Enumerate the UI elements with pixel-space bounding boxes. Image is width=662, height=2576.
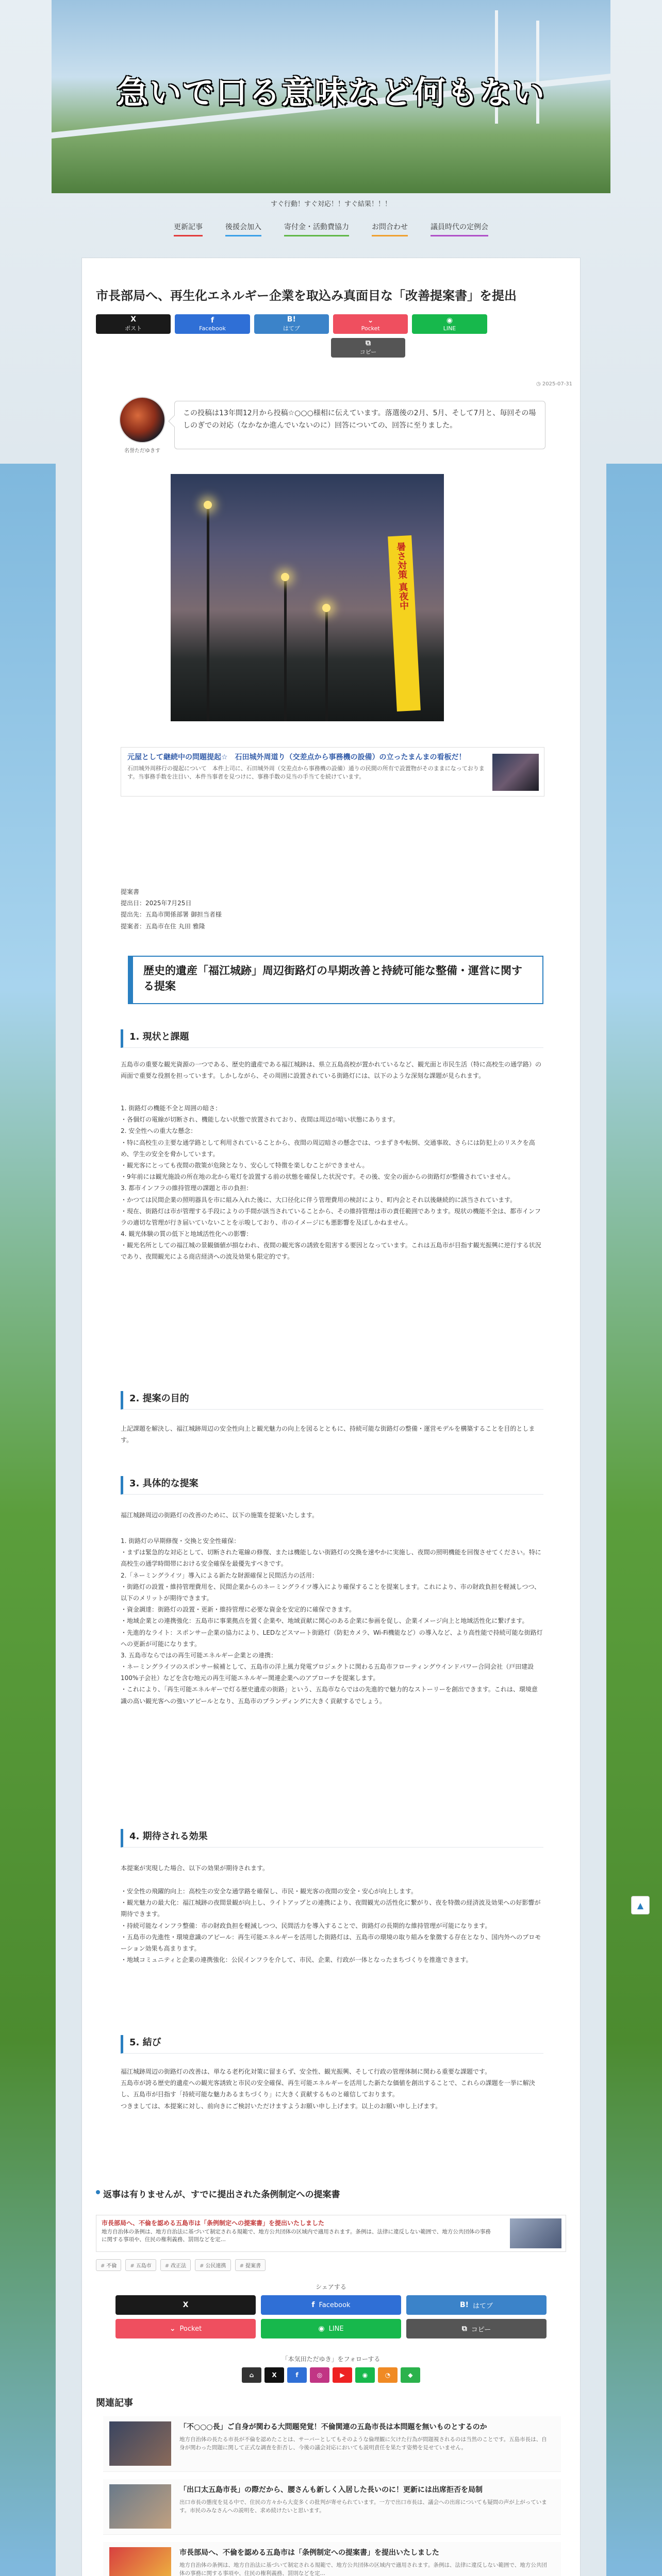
line-icon: ◉	[446, 316, 453, 325]
copy-icon: ⧉	[461, 2325, 467, 2333]
x-icon[interactable]: X	[264, 2367, 284, 2383]
copy-icon: ⧉	[366, 339, 371, 347]
home-icon[interactable]: ⌂	[242, 2367, 261, 2383]
related-title[interactable]: 「不○○○長」ご自身が関わる大問題発覚！不倫関連の五島市長は本問題を無いものとするのか	[179, 2423, 487, 2431]
share-facebook-button[interactable]	[261, 2295, 401, 2315]
related-summary: 地方自治体の長たる市長が不倫を認めたことは、サーバーとしてもそのような倫理観に欠けた行為が問題視されるのは当然のことです。五島市長は、自身が関わった問題に関して正式な調査を拒否し、今後の議会対応においても説明責任を果たす姿勢を見せていません。	[179, 2436, 547, 2451]
share-buttons-bottom	[115, 2295, 547, 2338]
speech-balloon: この投稿は13年間12月から投稿☆○○○様相に伝えています。落選後の2月、5月、そして7月と、毎回その場しのぎでの対応（なかなか進んでいないのに）回答についての、回答に至りました。	[174, 401, 545, 449]
share-copy-button[interactable]	[331, 338, 405, 358]
proposal-link-card[interactable]	[96, 2215, 566, 2252]
share-hatena-button[interactable]	[406, 2295, 547, 2315]
tag-label: 提案書	[245, 2263, 261, 2269]
background-scenery-right	[606, 464, 662, 2576]
share-hatena-label: はてブ	[283, 325, 300, 332]
related-thumbnail[interactable]	[109, 2484, 171, 2529]
street-lamp-pole	[207, 505, 209, 721]
share-copy-label: コピー	[359, 349, 377, 355]
page-title: 市長部局へ、再生化エネルギー企業を取込み真面目な「改善提案書」を提出	[96, 289, 517, 303]
share-facebook-button[interactable]	[175, 314, 250, 334]
meta-line: 提出日：2025年7月25日	[121, 900, 192, 907]
share-pocket-label: Pocket	[361, 325, 380, 332]
tag-icon: #	[200, 2263, 204, 2269]
related-summary: 出口市長の態度を見る中で、住民の方々から大変多くの批判が寄せられています。一方で出口市長は、議会への出席についても疑問の声が上がっています。市民のみなさんへの説明を、求め続けたいと思います。	[179, 2499, 547, 2514]
submitted-proposals	[96, 2187, 566, 2252]
tag-label: 不倫	[106, 2263, 117, 2269]
section-body-2: 上記課題を解決し、福江城跡周辺の安全性向上と観光魅力の向上を図るとともに、持続可能な街路灯の整備・運営モデルを構築することを目的とします。	[121, 1425, 535, 1444]
proposal-link-title[interactable]: 市長部局へ、不倫を認める五島市は「条例制定への提案書」を提出いたしました	[102, 2219, 325, 2227]
proposal-heading-box: 歴史的遺産「福江城跡」周辺街路灯の早期改善と持続可能な整備・運営に関する提案	[128, 956, 543, 1004]
tag-label: 公民連携	[205, 2263, 226, 2269]
section-list-1: 1. 街路灯の機能不全と周囲の暗さ： ・各個灯の電線が切断され、機能しない状態で放置されており、夜間は周辺が暗い状態にあります。 2. 安全性への重大な懸念： ・特に高校生の主要な通学路として利用されていることから、夜間の周辺暗さの懸念では、つまずきや転倒、交通事故、さらには防犯上のリスクを高め、学生の安全を脅かしています。 ・観光客にとっても夜間の散策が危険となり、安心して特徴を楽しむことができません。 ・9年前には観光施設の所在地の北から電灯を設置する前の状態を確保した状況です。その後、安全の面からの街路灯が整備されていません。 3. 都市インフラの維持管理の課題と市の負担： ・かつては民間企業の照明器具を市に組み入れた後に、大口径化に伴う管理費用の検討により、町内会とそれ以後継続的に該当されています。 ・現在、街路灯は市が管理する手段によりの手間が該当されていることから、その維持管理は市の責任範囲であります。現状の機能不全は、都市インフラの適切な管理が行き届いていないことを示唆しており、市のイメージにも悪影響を及ぼしかねません。 4. 観光体験の質の低下と地域活性化への影響： ・観光名所としての福江城の景観価値が損なわれ、夜間の観光客の誘致を阻害する要因となっています。これは五島市が目指す観光振興に逆行する状況であり、夜間観光による商店経済への波及効果も限定的です。	[121, 1105, 541, 1261]
tag-icon: #	[101, 2263, 105, 2269]
related-heading: 関連記事	[96, 2398, 133, 2409]
embedded-related-card[interactable]	[121, 747, 544, 796]
share-copy-button[interactable]	[406, 2319, 547, 2338]
share-x-button[interactable]	[115, 2295, 256, 2315]
background-scenery-left	[0, 464, 56, 2576]
x-icon: X	[183, 2301, 189, 2309]
site-tagline: すぐ行動！すぐ対応！！すぐ結果！！！	[270, 200, 391, 208]
related-thumbnail[interactable]	[109, 2421, 171, 2466]
pocket-icon: ⌄	[367, 316, 374, 325]
paragraph: 五島市の重要な観光資源の一つである、歴史的遺産である福江城跡は、県立五島高校が置かれているなど、観光面と市民生活（特に高校生の通学路）の両面で重要な役割を担っています。しかしながら、その周囲に設置されている街路灯には、以下のような深刻な課題が見られます。	[121, 1061, 542, 1080]
header-banner[interactable]	[52, 0, 610, 193]
tag-list	[96, 2259, 266, 2271]
related-articles-list	[103, 2416, 561, 2576]
tag-item[interactable]	[195, 2259, 230, 2271]
instagram-icon[interactable]: ◎	[310, 2367, 329, 2383]
facebook-icon[interactable]: f	[287, 2367, 307, 2383]
share-hatena-button[interactable]	[254, 314, 329, 334]
tag-icon: #	[164, 2263, 170, 2269]
related-title[interactable]: 「出口太五島市長」の際だから、腰さんも新しく入居した長いのに！更新には出席拒否を局制	[179, 2486, 483, 2494]
chevron-up-icon: ▲	[637, 1900, 644, 1910]
share-x-label: ポスト	[125, 325, 142, 332]
share-pocket-button[interactable]	[333, 314, 408, 334]
author-name: 名誉ただゆきす	[124, 448, 160, 454]
street-lamp-light	[322, 604, 330, 612]
meta-line: 提案者：五島市在住 丸田 雅隆	[121, 922, 205, 930]
nav-item-updates[interactable]: 更新記事	[174, 222, 203, 236]
tag-item[interactable]	[235, 2259, 266, 2271]
banner-text: 暑さ対策 真夜中	[394, 541, 409, 611]
nav-item-contact[interactable]: お問合わせ	[372, 222, 408, 236]
section-heading-4: 4. 期待される効果	[121, 1829, 543, 1848]
youtube-icon[interactable]: ▶	[333, 2367, 352, 2383]
line-icon[interactable]: ◉	[355, 2367, 375, 2383]
rss-icon[interactable]: ◔	[378, 2367, 398, 2383]
post-date	[536, 381, 572, 387]
section-body-4: 本提案が実現した場合、以下の効果が期待されます。	[121, 1865, 269, 1872]
post-date-value: 2025-07-31	[542, 381, 573, 387]
share-buttons-top	[96, 314, 566, 355]
section-heading-5: 5. 結び	[121, 2035, 543, 2054]
tag-icon: #	[130, 2263, 135, 2269]
section-body-5: 福江城跡周辺の街路灯の改善は、単なる老朽化対策に留まらず、安全性、観光振興、そして行政の管理体制に関わる重要な課題です。 五島市が誇る歴史的遺産への観光客誘致と市民の安全確保、再生可能エネルギーを活用した新たな価値を創出することで、これらの課題を一挙に解決し、五島市が目指す「持続可能な魅力あるまちづくり」に大きく貢献するものと確信しております。 つきましては、本提案に対し、前向きにご検討いただけますようお願い申し上げます。以上のお願い申し上げます。	[121, 2068, 535, 2110]
facebook-icon: f	[311, 2301, 315, 2309]
tag-item[interactable]	[160, 2259, 191, 2271]
tag-item[interactable]	[96, 2259, 121, 2271]
x-icon: X	[130, 315, 137, 324]
share-copy-label: コピー	[471, 2326, 491, 2334]
share-line-button[interactable]	[261, 2319, 401, 2338]
follow-buttons	[0, 2367, 662, 2383]
street-lamp-pole	[284, 577, 287, 721]
section-body-3: 福江城跡周辺の街路灯の改善のために、以下の施策を提案いたします。	[121, 1512, 319, 1519]
avatar[interactable]	[119, 397, 166, 443]
section-list-3: 1. 街路灯の早期修復・交換と安全性確保： ・まずは緊急的な対応として、切断された電線の修復、または機能しない街路灯の交換を速やかに実施し、夜間の照明機能を回復させてください。特に高校生の通学時間帯における安全確保を最優先すべきです。 2.「ネーミングライツ」導入による新たな財源確保と民間活力の活用： ・街路灯の設置・維持管理費用を、民間企業からのネーミングライツ導入により確保することを提案します。これにより、市の財政負担を軽減しつつ、以下のメリットが期待できます。 ・資金調達：街路灯の設置・更新・維持管理に必要な資金を安定的に確保できます。 ・地域企業との連携強化：五島市に事業拠点を置く企業や、地域貢献に関心のある企業に参画を促し、企業イメージ向上と地域活性化に繋げます。 ・先進的なライト：スポンサー企業の協力により、LEDなどスマート街路灯（防犯カメラ、Wi-Fi機能など）の導入など、より高性能で持続可能な街路灯への更新が可能になります。 3. 五島市ならではの再生可能エネルギー企業との連携： ・ネーミングライツのスポンサー候補として、五島市の洋上風力発電プロジェクトに関わる五島市フローティングウインドパワー合同会社（戸田建設100%子会社）などを含む地元の再生可能エネルギー関連企業へのアプローチを提案します。 ・これにより、「再生可能エネルギーで灯る歴史遺産の街路」という、五島市ならではの先進的で魅力的なストーリーを創出できます。これは、環境意識の高い観光客への強いアピールとなり、五島市のブランディングに大きく貢献するでしょう。	[121, 1537, 543, 1705]
tag-item[interactable]	[125, 2259, 156, 2271]
clock-icon: ◷	[536, 381, 542, 387]
list-item[interactable]	[103, 2542, 561, 2576]
share-hatena-label: はてブ	[473, 2302, 493, 2310]
section-body-1	[121, 1059, 543, 1081]
proposals-heading: 返事は有りませんが、すでに提出された条例制定への提案書	[96, 2187, 566, 2200]
nav-item-donation[interactable]: 寄付金・活動費協力	[284, 222, 349, 236]
street-lamp-light	[281, 573, 289, 581]
facebook-icon: f	[210, 316, 214, 325]
list-item[interactable]	[103, 2479, 561, 2535]
related-title[interactable]: 市長部局へ、不倫を認める五島市は「条例制定への提案書」を提出いたしました	[179, 2549, 439, 2557]
hero-image	[171, 474, 444, 721]
tag-label: 改正法	[171, 2263, 187, 2269]
share-pocket-label: Pocket	[179, 2325, 202, 2333]
feedly-icon[interactable]: ◆	[401, 2367, 420, 2383]
list-item[interactable]	[103, 2416, 561, 2472]
section-list-4: ・安全性の飛躍的向上：高校生の安全な通学路を確保し、市民・観光客の夜間の安全・安心が向上します。 ・観光魅力の最大化：福江城跡の夜間景観が向上し、ライトアップとの連携により、夜間観光の活性化に繋がり、夜を特徴の経済波及効果への好影響が期待できます。 ・持続可能なインフラ整備：市の財政負担を軽減しつつ、民間活力を導入することで、街路灯の長期的な維持管理が可能になります。 ・五島市の先進性・環境意識のアピール：再生可能エネルギーを活用した街路灯は、五島市の環境の取り組みを象徴する存在となり、国内外へのプロモーション効果も高まります。 ・地域コミュニティと企業の連携強化：公民インフラを介して、市民、企業、行政が一体となったまちづくりを推進できます。	[121, 1888, 541, 1964]
tag-icon: #	[239, 2263, 244, 2269]
section-heading-1: 1. 現状と課題	[121, 1029, 543, 1048]
site-title[interactable]: 急いで口る意味など何もない	[116, 74, 545, 111]
share-pocket-button[interactable]	[115, 2319, 256, 2338]
related-card-thumbnail[interactable]	[492, 754, 539, 791]
related-thumbnail[interactable]	[109, 2547, 171, 2576]
yellow-banner	[388, 535, 421, 711]
share-x-button[interactable]	[96, 314, 171, 334]
global-nav	[0, 222, 662, 236]
meta-line: 提案書	[121, 888, 140, 895]
hatena-icon: B!	[287, 315, 296, 324]
section-heading-2: 2. 提案の目的	[121, 1391, 543, 1410]
pocket-icon: ⌄	[169, 2325, 176, 2333]
street-lamp-light	[204, 501, 212, 509]
share-facebook-label: Facebook	[319, 2301, 351, 2309]
meta-line: 提出先：五島市関係部署 御担当者様	[121, 911, 222, 919]
proposal-link-thumbnail[interactable]	[510, 2218, 561, 2248]
nav-item-council-archive[interactable]: 議員時代の定例会	[431, 222, 488, 236]
share-facebook-label: Facebook	[199, 325, 226, 332]
proposal-meta	[121, 886, 543, 932]
follow-label: 「本気田ただゆき」をフォローする	[282, 2355, 380, 2363]
share-line-button[interactable]	[412, 314, 487, 334]
related-summary: 地方自治体の条例は、地方自治法に基づいて制定される規範で、地方公共団体の区域内で適用されます。条例は、法律に違反しない範囲で、地方公共団体の事務に関する事項や、住民の権利義務、罰則などを定...	[179, 2562, 547, 2576]
proposal-link-summary: 地方自治体の条例は、地方自治法に基づいて制定される規範で、地方公共団体の区域内で適用されます。条例は、法律に違反しない範囲で、地方公共団体の事務に関する事項や、住民の権利義務、罰則などを定...	[102, 2229, 491, 2243]
author-box	[115, 397, 169, 454]
line-icon: ◉	[318, 2325, 325, 2333]
section-heading-3: 3. 具体的な提案	[121, 1476, 543, 1495]
related-card-summary: 石田城外周移行の提起について 本件上司に、石田城外周（交差点から事務機の設備）通りの民間の所有で設置物がそのままになっております。当事務手数を注目い、本件当事者を見つけに、事務手数の見当の手当てを続けています。	[127, 765, 485, 780]
share-line-label: LINE	[443, 325, 456, 332]
nav-item-supporters[interactable]: 後援会加入	[225, 222, 261, 236]
hatena-icon: B!	[459, 2301, 469, 2309]
share-section-label: シェアする	[316, 2283, 346, 2291]
tag-label: 五島市	[136, 2263, 152, 2269]
share-line-label: LINE	[328, 2325, 344, 2333]
street-lamp-pole	[325, 608, 328, 721]
related-card-title[interactable]: 元屋として継続中の問題提起☆ 石田城外周道り（交差点から事務機の設備）の立ったまんまの看板だ！	[127, 753, 466, 761]
scroll-to-top-button[interactable]	[631, 1896, 650, 1914]
